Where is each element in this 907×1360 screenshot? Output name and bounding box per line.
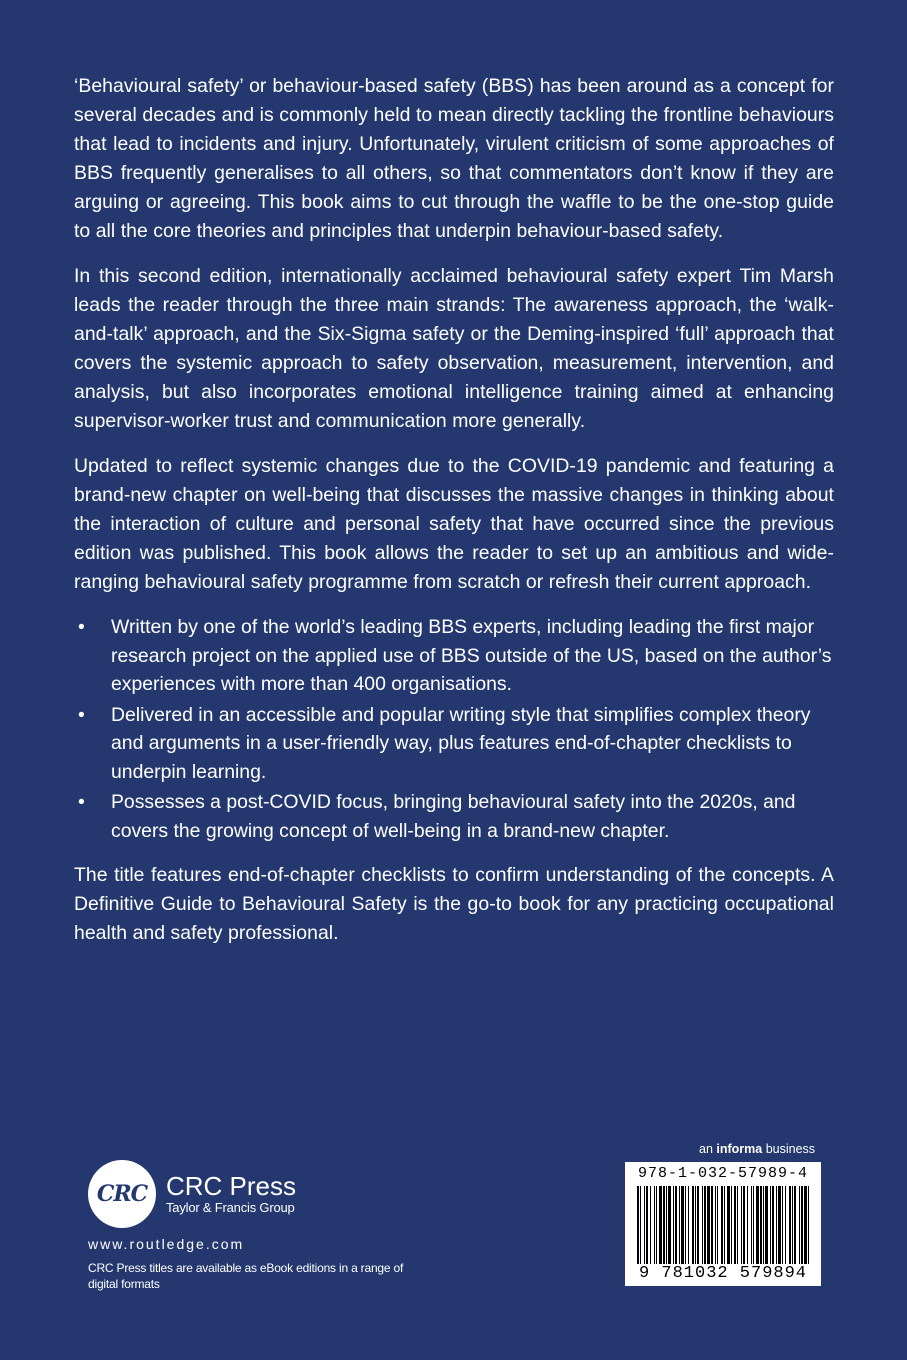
isbn-bottom-text: 9 781032 579894: [625, 1264, 821, 1283]
bullet-text: Possesses a post-COVID focus, bringing behavioural safety into the 2020s, and covers the growing concept of well-being in a brand-new chapter.: [111, 791, 796, 842]
bullet-icon: •: [78, 616, 85, 638]
bullet-text: Written by one of the world’s leading BBS experts, including leading the first major research project on the applied use of BBS outside of the US, based on the author’s experiences with more than 400 organisations.: [111, 616, 832, 695]
bullet-text: Delivered in an accessible and popular writing style that simplifies complex theory and arguments in a user-friendly way, plus features end-of-chapter checklists to underpin learning.: [111, 703, 811, 783]
ebook-note: CRC Press titles are available as eBook editions in a range of digital formats: [88, 1261, 404, 1291]
informa-prefix: an: [699, 1142, 713, 1156]
publisher-group: Taylor & Francis Group: [166, 1200, 295, 1215]
informa-tagline: [699, 1142, 815, 1156]
publisher-name: CRC Press: [166, 1171, 297, 1201]
isbn-top-text: 978-1-032-57989-4: [637, 1165, 809, 1182]
informa-suffix: business: [765, 1142, 816, 1156]
barcode-bars-icon: [637, 1186, 809, 1264]
publisher-logo-row: [88, 1160, 408, 1228]
list-item: [74, 788, 834, 845]
list-item: [74, 701, 834, 787]
paragraph-closing: The title features end-of-chapter checklists to confirm understanding of the concepts. A Definitive Guide to Behavioural Safety is the go-to book for any practicing occupational health and safety professional.: [74, 864, 834, 944]
paragraph-updated: Updated to reflect systemic changes due to the COVID-19 pandemic and featuring a brand-new chapter on well-being that discusses the massive changes in thinking about the interaction of culture and personal safety that have occurred since the previous edition was published. This book allows the reader to set up an ambitious and wide-ranging behavioural safety programme from scratch or refresh their current approach.: [74, 455, 834, 593]
informa-brand: informa: [716, 1142, 763, 1156]
paragraph-intro: ‘Behavioural safety’ or behaviour-based safety (BBS) has been around as a concept for several decades and is commonly held to mean directly tackling the frontline behaviours that lead to incidents and injury. Unfortunately, virulent criticism of some approaches of BBS frequently generalises to all others, so that commentators don’t know if they are arguing or agreeing. This book aims to cut through the waffle to be the one-stop guide to all the core theories and principles that underpin behaviour-based safety.: [74, 75, 834, 242]
publisher-block: [88, 1160, 408, 1292]
paragraph-second-edition: In this second edition, internationally acclaimed behavioural safety expert Tim Marsh leads the reader through the three main strands: The awareness approach, the ‘walk-and-talk’ approach, and the Six-Sigma safety or the Deming-inspired ‘full’ approach that covers the systemic approach to safety observation, measurement, intervention, and analysis, but also incorporates emotional intelligence training aimed at enhancing supervisor-worker trust and communication more generally.: [74, 265, 834, 432]
list-item: [74, 613, 834, 699]
crc-logo: CRC: [88, 1160, 156, 1228]
bullet-icon: •: [78, 703, 85, 726]
bullet-icon: •: [78, 791, 85, 813]
feature-list: [74, 613, 834, 845]
publisher-website: www.routledge.com: [88, 1236, 245, 1252]
publisher-name-block: [166, 1172, 296, 1216]
isbn-barcode: [625, 1162, 821, 1286]
blurb: [74, 72, 834, 964]
